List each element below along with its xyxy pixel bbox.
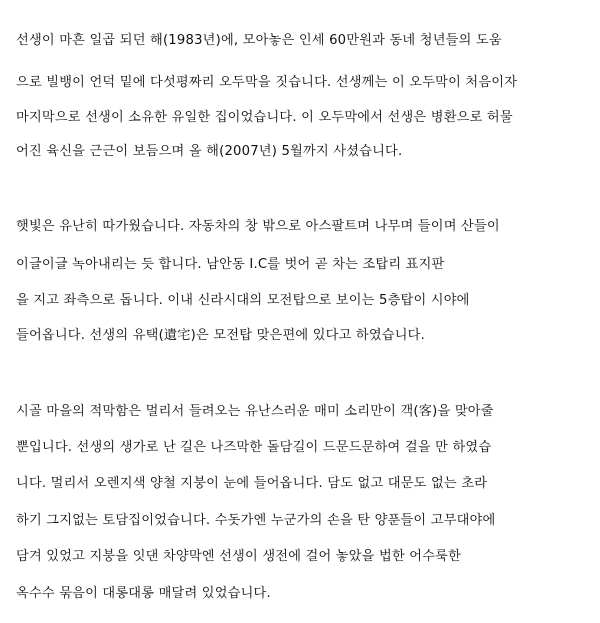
text-line: 햇빛은 유난히 따가웠습니다. 자동차의 창 밖으로 아스팔트며 나무며 들이며 산들이 (16, 219, 500, 234)
text-line: 담겨 있었고 지붕을 잇댄 차양막엔 선생이 생전에 걸어 놓았을 법한 어수룩한 (16, 549, 462, 564)
text-line: 을 지고 좌측으로 돕니다. 이내 신라시대의 모전탑으로 보이는 5층탑이 시야에 (16, 293, 470, 308)
text-line: 어진 육신을 근근이 보듬으며 올 해(2007년) 5월까지 사셨습니다. (16, 144, 403, 159)
text-line: 들어옵니다. 선생의 유택(遺宅)은 모전탑 맞은편에 있다고 하였습니다. (16, 328, 426, 343)
text-line: 으로 빌뱅이 언덕 밑에 다섯평짜리 오두막을 짓습니다. 선생께는 이 오두막이 처음이자 (16, 75, 518, 90)
text-line: 선생이 마흔 일곱 되던 해(1983년)에, 모아놓은 인세 60만원과 동네 청년들의 도움 (16, 33, 502, 48)
text-line: 하기 그지없는 토담집이었습니다. 수돗가엔 누군가의 손을 탄 양푼들이 고무대야에 (16, 513, 496, 528)
text-line: 이글이글 녹아내리는 듯 합니다. 남안동 I.C를 벗어 곧 차는 조탑리 표지판 (16, 257, 445, 272)
text-line: 시골 마을의 적막함은 멀리서 들려오는 유난스러운 매미 소리만이 객(客)을 맞아줄 (16, 404, 494, 419)
text-line: 마지막으로 선생이 소유한 유일한 집이었습니다. 이 오두막에서 선생은 병환으로 허물 (16, 110, 513, 125)
text-line: 뿐입니다. 선생의 생가로 난 길은 나즈막한 돌담길이 드문드문하여 걸을 만 하였습 (16, 440, 492, 455)
text-line: 옥수수 묶음이 대롱대롱 매달려 있었습니다. (16, 586, 271, 601)
text-line: 니다. 멀리서 오렌지색 양철 지붕이 눈에 들어옵니다. 담도 없고 대문도 없는 초라 (16, 476, 488, 491)
